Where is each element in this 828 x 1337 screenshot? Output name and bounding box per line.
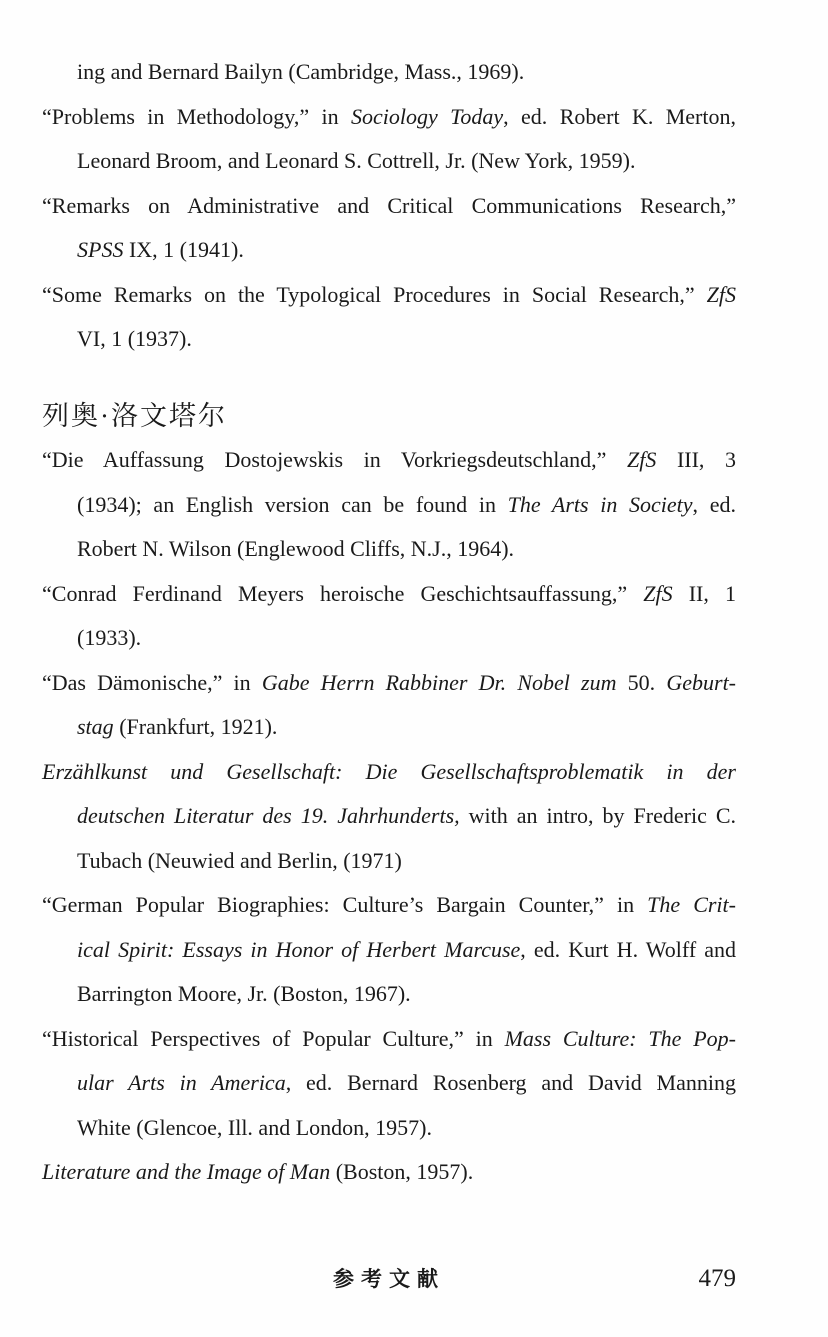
text-segment: Robert N. Wilson (Englewood Cliffs, N.J., 1964). — [77, 536, 515, 561]
text-segment: Literature and the Image of Man — [42, 1159, 331, 1184]
text-segment: “Some Remarks on the Typological Procedures in Social Research,” — [42, 281, 707, 307]
page-footer — [42, 1262, 736, 1302]
text-segment: Gabe Herrn Rabbiner Dr. Nobel zum — [261, 669, 617, 695]
bib-line — [42, 273, 736, 318]
text-segment: “Die Auffassung Dostojewskis in Vorkriegsdeutschland,” — [42, 447, 627, 472]
page-number: 479 — [698, 1265, 736, 1292]
text-segment: (Frankfurt, 1921). — [113, 714, 278, 739]
text-segment: III, 3 — [656, 447, 736, 472]
text-segment: “German Popular Biographies: Culture’s Bargain Counter,” in — [42, 892, 648, 917]
text-segment: stag — [77, 714, 114, 739]
text-segment: VI, 1 (1937). — [77, 326, 192, 351]
text-segment: , ed. Bernard Rosenberg and David Manning — [285, 1070, 736, 1095]
bib-line — [42, 50, 736, 95]
text-segment: Leonard Broom, and Leonard S. Cottrell, Jr. (New York, 1959). — [77, 148, 636, 173]
bib-line — [42, 616, 736, 661]
text-segment: (1933). — [77, 625, 142, 650]
section-heading-author: 列奥·洛文塔尔 — [42, 400, 227, 431]
bib-line — [42, 1017, 736, 1062]
text-segment: “Remarks on Administrative and Critical Communications Research,” — [42, 192, 736, 218]
text-segment: 50. — [616, 669, 667, 695]
bib-line — [42, 95, 736, 140]
text-segment: , ed. — [692, 491, 736, 517]
text-segment: “Conrad Ferdinand Meyers heroische Geschichtsauffassung,” — [42, 580, 644, 606]
text-segment: Tubach (Neuwied and Berlin, (1971) — [77, 847, 402, 873]
bib-line — [42, 705, 736, 750]
text-segment: The Arts in Society — [507, 491, 693, 517]
text-segment: ZfS — [627, 447, 657, 472]
bib-line — [42, 228, 736, 273]
text-segment: White (Glencoe, Ill. and London, 1957). — [77, 1114, 432, 1140]
bib-line — [42, 483, 736, 528]
text-segment: ical Spirit: Essays in Honor of Herbert Marcuse — [77, 936, 521, 962]
text-segment: , ed. Kurt H. Wolff and — [520, 936, 737, 962]
bib-line — [42, 572, 736, 617]
bib-line — [42, 317, 736, 362]
bib-line — [42, 1061, 736, 1106]
bib-line — [42, 527, 736, 572]
bib-line — [42, 928, 736, 973]
text-segment: Geburt- — [666, 669, 737, 695]
text-segment: IX, 1 (1941). — [123, 237, 244, 262]
bibliography-list-main — [42, 438, 736, 1195]
bib-line — [42, 139, 736, 184]
text-segment: (1934); an English version can be found in — [77, 491, 508, 517]
text-segment: “Historical Perspectives of Popular Culture,” in — [42, 1025, 505, 1051]
text-segment: with an intro, by Frederic C. — [459, 803, 736, 828]
text-segment: ZfS — [706, 281, 736, 307]
bib-line — [42, 750, 736, 795]
text-segment: The Crit- — [647, 892, 736, 917]
text-segment: Barrington Moore, Jr. (Boston, 1967). — [77, 981, 411, 1006]
text-segment: SPSS — [77, 237, 124, 262]
bib-line — [42, 1150, 736, 1195]
bib-line — [42, 438, 736, 483]
text-segment: II, 1 — [672, 580, 736, 606]
text-segment: (Boston, 1957). — [330, 1159, 474, 1184]
text-segment: Sociology Today — [351, 103, 504, 129]
text-segment: , ed. Robert K. Merton, — [503, 103, 736, 129]
text-segment: Erzählkunst und Gesellschaft: Die Gesellschaftsproblematik in der — [42, 758, 736, 784]
text-segment: ular Arts in America — [77, 1070, 286, 1095]
bib-line — [42, 661, 736, 706]
bib-line — [42, 1106, 736, 1151]
text-segment: “Problems in Methodology,” in — [42, 103, 352, 129]
bib-line — [42, 883, 736, 928]
footer-running-title: 参考文献 — [333, 1267, 445, 1291]
bib-line — [42, 839, 736, 884]
text-segment: ing and Bernard Bailyn (Cambridge, Mass., 1969). — [77, 59, 525, 84]
bibliography-content — [42, 50, 736, 1195]
text-segment: Mass Culture: The Pop- — [504, 1025, 737, 1051]
text-segment: ZfS — [643, 580, 673, 606]
bib-line — [42, 184, 736, 229]
text-segment: “Das Dämonische,” in — [42, 669, 262, 695]
bib-line — [42, 794, 736, 839]
bibliography-list-top — [42, 50, 736, 362]
bib-line — [42, 972, 736, 1017]
text-segment: deutschen Literatur des 19. Jahrhunderts, — [77, 803, 460, 828]
